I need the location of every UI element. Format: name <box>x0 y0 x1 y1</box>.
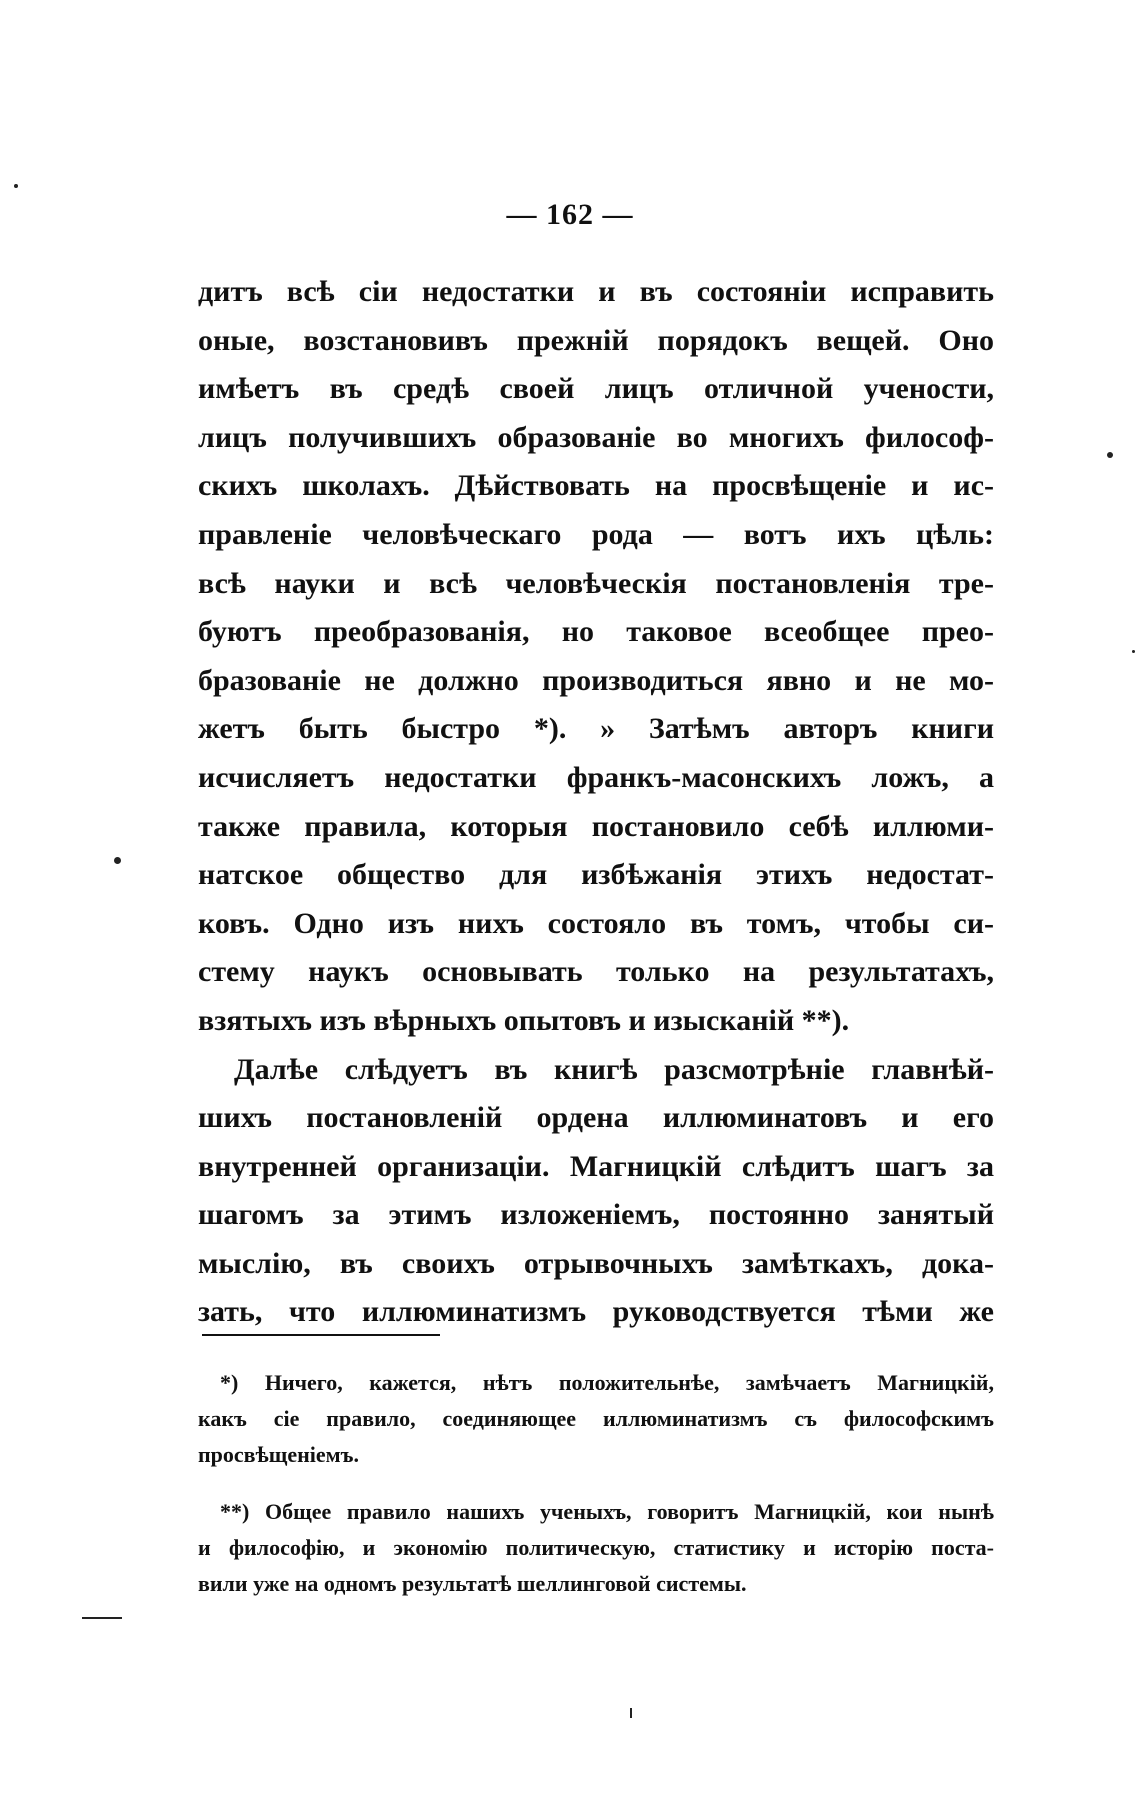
text-line: также правила, которыя постановило себѣ иллюми- <box>198 809 994 843</box>
footnote-separator <box>202 1334 440 1336</box>
text-line: правленіе человѣческаго рода — вотъ ихъ цѣль: <box>198 517 994 551</box>
text-line: исчисляетъ недостатки франкъ-масонскихъ ложъ, а <box>198 760 994 794</box>
text-line: зать, что иллюминатизмъ руководствуется тѣми же <box>198 1295 994 1329</box>
text-line: взятыхъ изъ вѣрныхъ опытовъ и изысканій **). <box>198 1003 850 1037</box>
text-line: буютъ преобразованія, но таковое всеобщее прео- <box>198 615 994 649</box>
footnote-line: вили уже на одномъ результатѣ шеллинговой системы. <box>198 1570 747 1596</box>
footnote-1 <box>198 1365 994 1472</box>
body-text <box>198 268 994 1337</box>
page-number: — 162 — <box>506 198 634 231</box>
text-line: стему наукъ основывать только на результатахъ, <box>198 955 994 989</box>
footnotes <box>198 1365 994 1602</box>
text-line: ковъ. Одно изъ нихъ состояло въ томъ, чтобы си- <box>198 906 994 940</box>
scan-speck <box>14 184 18 188</box>
text-line: имѣетъ въ средѣ своей лицъ отличной учености, <box>198 372 994 406</box>
footnote-2 <box>198 1494 994 1601</box>
text-line: скихъ школахъ. Дѣйствовать на просвѣщеніе и ис- <box>198 469 994 503</box>
text-line: мыслію, въ своихъ отрывочныхъ замѣткахъ, дока- <box>198 1246 994 1280</box>
text-line: оные, возстановивъ прежній порядокъ вещей. Оно <box>198 323 994 357</box>
scan-speck <box>1107 452 1113 458</box>
text-line: жетъ быть быстро *). » Затѣмъ авторъ книги <box>198 712 994 746</box>
text-line: натское общество для избѣжанія этихъ недостат- <box>198 858 994 892</box>
text-line: шихъ постановленій ордена иллюминатовъ и его <box>198 1101 994 1135</box>
footnote-line: просвѣщеніемъ. <box>198 1441 359 1467</box>
footnote-gap <box>198 1472 994 1494</box>
text-line: всѣ науки и всѣ человѣческія постановленія тре- <box>198 566 994 600</box>
scan-mark <box>630 1708 632 1718</box>
footnote-line: **) Общее правило нашихъ ученыхъ, говоритъ Магницкій, кои нынѣ <box>220 1499 994 1525</box>
text-line: шагомъ за этимъ изложеніемъ, постоянно занятый <box>198 1198 994 1232</box>
text-line: внутренней организаціи. Магницкій слѣдитъ шагъ за <box>198 1149 994 1183</box>
text-line: дитъ всѣ сіи недостатки и въ состояніи исправить <box>198 275 994 308</box>
footnote-line: *) Ничего, кажется, нѣтъ положительнѣе, замѣчаетъ Магницкій, <box>220 1370 994 1395</box>
paragraph-start-line: Далѣе слѣдуетъ въ книгѣ разсмотрѣніе главнѣй- <box>234 1052 994 1086</box>
scan-mark <box>82 1617 122 1619</box>
text-line: лицъ получившихъ образованіе во многихъ философ- <box>198 420 994 454</box>
scan-speck <box>114 857 121 864</box>
text-line: бразованіе не должно производиться явно и не мо- <box>198 663 994 697</box>
footnote-line: какъ сіе правило, соединяющее иллюминатизмъ съ философскимъ <box>198 1405 994 1431</box>
footnote-line: и философію, и экономію политическую, статистику и исторію поста- <box>198 1535 994 1561</box>
scan-speck <box>1132 650 1135 653</box>
